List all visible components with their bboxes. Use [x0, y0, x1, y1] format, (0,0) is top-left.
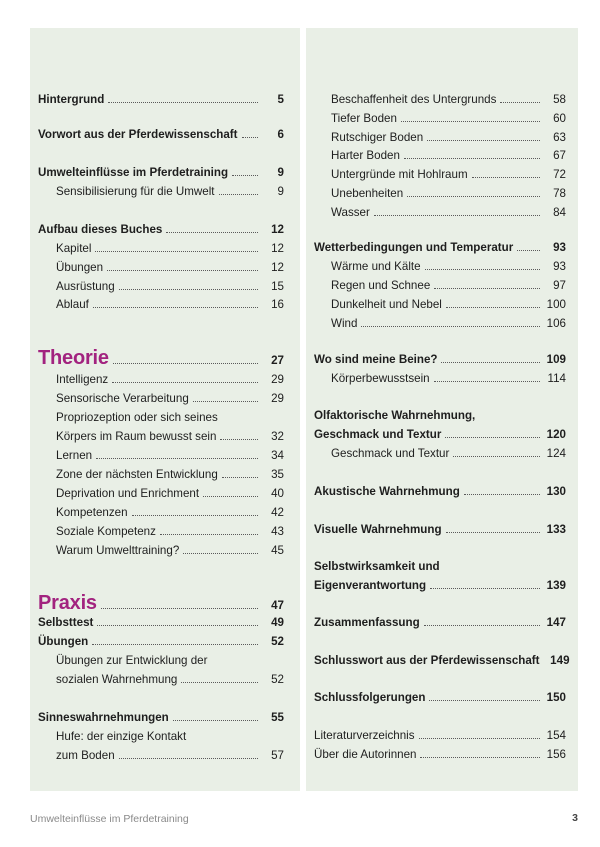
toc-page-number: 29 [271, 373, 284, 386]
toc-entry-line [38, 90, 284, 109]
toc-entry-title: Zone der nächsten Entwicklung [56, 468, 218, 481]
toc-leader-dots [183, 549, 258, 554]
toc-page-number: 147 [546, 616, 566, 629]
toc-entry-title: Sinneswahrnehmungen [38, 711, 169, 724]
toc-entry-title: Praxis [38, 592, 97, 614]
toc-entry-title: Soziale Kompetenz [56, 525, 156, 538]
toc-entry-title: Lernen [56, 449, 93, 462]
toc-entry-line [314, 425, 566, 444]
toc-entry-line [331, 165, 566, 184]
page-number: 3 [572, 812, 578, 824]
toc-entry-line [331, 146, 566, 165]
toc-entry[interactable] [331, 184, 566, 203]
toc-entry-line [314, 726, 566, 745]
toc-page-number: 9 [277, 185, 284, 198]
toc-leader-dots [446, 528, 540, 533]
toc-page-number: 60 [553, 112, 566, 125]
toc-section[interactable] [38, 591, 284, 615]
toc-entry-title: Deprivation und Enrichment [56, 487, 200, 500]
toc-page-number: 45 [271, 544, 284, 557]
toc-entry-line [331, 109, 566, 128]
toc-page-number: 12 [271, 223, 284, 236]
toc-entry-title: Theorie [38, 347, 109, 369]
toc-page-number: 55 [271, 711, 284, 724]
toc-page-number: 47 [271, 599, 284, 612]
toc-page-number: 12 [271, 242, 284, 255]
toc-entry-line [331, 276, 566, 295]
toc-page-number: 52 [271, 635, 284, 648]
toc-entry[interactable] [56, 727, 284, 765]
toc-page-number: 114 [547, 372, 566, 385]
toc-page-number: 43 [271, 525, 284, 538]
toc-entry[interactable] [56, 503, 284, 522]
toc-leader-dots [222, 473, 258, 478]
toc-entry-title: Unebenheiten [331, 187, 404, 200]
toc-entry-line [56, 258, 284, 277]
toc-leader-dots [419, 734, 540, 739]
toc-leader-dots [166, 228, 258, 233]
toc-page-number: 49 [271, 616, 284, 629]
toc-leader-dots [219, 190, 258, 195]
toc-leader-dots [112, 378, 258, 383]
toc-left-column [30, 28, 300, 791]
toc-page-number: 42 [271, 506, 284, 519]
toc-entry-title: Akustische Wahrnehmung [314, 485, 460, 498]
toc-entry-title: Wo sind meine Beine? [314, 353, 438, 366]
toc-page-number: 15 [271, 280, 284, 293]
toc-leader-dots [95, 247, 258, 252]
toc-entry-line [38, 632, 284, 651]
toc-entry[interactable] [331, 146, 566, 165]
toc-leader-dots [404, 154, 540, 159]
toc-leader-dots [92, 640, 258, 645]
toc-entry-line [314, 238, 566, 257]
toc-entry-line [331, 257, 566, 276]
toc-entry-line [331, 184, 566, 203]
toc-page-number: 120 [546, 428, 566, 441]
toc-leader-dots [203, 492, 258, 497]
toc-entry[interactable] [56, 370, 284, 389]
toc-page-number: 106 [546, 317, 566, 330]
toc-entry[interactable] [331, 128, 566, 147]
toc-entry-title: Schlusswort aus der Pferdewissenschaft [314, 654, 540, 667]
toc-entry[interactable] [331, 276, 566, 295]
toc-entry-title: Intelligenz [56, 373, 109, 386]
toc-entry-title: Schlussfolgerungen [314, 691, 426, 704]
toc-entry-line [314, 482, 566, 501]
toc-entry[interactable] [56, 408, 284, 446]
toc-leader-dots [445, 433, 540, 438]
toc-leader-dots [173, 716, 258, 721]
toc-entry[interactable] [56, 465, 284, 484]
toc-entry[interactable] [56, 182, 284, 201]
toc-page-number: 67 [553, 149, 566, 162]
toc-leader-dots [97, 621, 258, 626]
toc-entry-line [38, 163, 284, 182]
toc-page-number: 72 [553, 168, 566, 181]
toc-entry-title: zum Boden [56, 749, 115, 762]
toc-entry[interactable] [38, 163, 284, 182]
toc-entry-line [38, 708, 284, 727]
toc-entry-line [331, 444, 566, 463]
toc-leader-dots [108, 98, 258, 103]
toc-entry-line [56, 541, 284, 560]
toc-entry-title: Körperbewusstsein [331, 372, 430, 385]
toc-leader-dots [425, 265, 540, 270]
toc-leader-dots [132, 511, 258, 516]
toc-entry-line [56, 389, 284, 408]
toc-page-number: 16 [271, 298, 284, 311]
toc-entry[interactable] [314, 688, 566, 707]
toc-entry-title: Beschaffenheit des Untergrunds [331, 93, 497, 106]
toc-page-number: 130 [546, 485, 566, 498]
toc-page-number: 29 [271, 392, 284, 405]
toc-entry-line [38, 125, 284, 144]
toc-page-number: 109 [546, 353, 566, 366]
toc-page-number: 78 [553, 187, 566, 200]
toc-page-number: 5 [277, 93, 284, 106]
toc-entry-line [56, 522, 284, 541]
toc-page-number: 93 [553, 260, 566, 273]
toc-page-number: 12 [271, 261, 284, 274]
toc-leader-dots [181, 678, 258, 683]
toc-entry[interactable] [56, 541, 284, 560]
toc-leader-dots [427, 136, 540, 141]
toc-page-number: 156 [546, 748, 566, 761]
toc-leader-dots [453, 452, 540, 457]
toc-entry[interactable] [331, 109, 566, 128]
toc-page-number: 97 [553, 279, 566, 292]
toc-entry[interactable] [331, 444, 566, 463]
toc-entry[interactable] [56, 522, 284, 541]
toc-entry-line [314, 745, 566, 764]
toc-entry-line [56, 670, 284, 689]
toc-entry[interactable] [314, 613, 566, 632]
toc-entry-title: Eigenverantwortung [314, 579, 427, 592]
toc-leader-dots [220, 435, 258, 440]
toc-leader-dots [119, 754, 258, 759]
toc-entry-line [331, 314, 566, 333]
toc-leader-dots [361, 322, 540, 327]
toc-entry-title: Kompetenzen [56, 506, 128, 519]
toc-entry[interactable] [56, 651, 284, 689]
toc-leader-dots [434, 377, 540, 382]
toc-section-heading [38, 591, 284, 615]
toc-leader-dots [472, 173, 540, 178]
toc-entry-title: Regen und Schnee [331, 279, 431, 292]
toc-entry[interactable] [331, 314, 566, 333]
toc-entry[interactable] [56, 239, 284, 258]
toc-entry-title: Dunkelheit und Nebel [331, 298, 442, 311]
toc-entry-title: Vorwort aus der Pferdewissenschaft [38, 128, 238, 141]
toc-entry[interactable] [314, 350, 566, 369]
toc-leader-dots [420, 753, 540, 758]
toc-page-number: 52 [271, 673, 284, 686]
toc-entry-title: Ablauf [56, 298, 89, 311]
toc-entry-title: Zusammenfassung [314, 616, 420, 629]
toc-leader-dots [401, 117, 540, 122]
toc-page-number: 58 [553, 93, 566, 106]
toc-page-number: 32 [271, 430, 284, 443]
toc-entry[interactable] [56, 484, 284, 503]
toc-entry-title: Sensorische Verarbeitung [56, 392, 189, 405]
toc-section-heading [38, 346, 284, 370]
toc-leader-dots [441, 358, 540, 363]
toc-page-number: 63 [553, 131, 566, 144]
toc-entry-line [331, 203, 566, 222]
toc-entry-title: Sensibilisierung für die Umwelt [56, 185, 215, 198]
toc-entry[interactable] [38, 125, 284, 144]
toc-entry-line [56, 295, 284, 314]
toc-entry[interactable] [56, 446, 284, 465]
toc-entry-title: Hintergrund [38, 93, 105, 106]
toc-entry[interactable] [331, 165, 566, 184]
toc-leader-dots [96, 454, 258, 459]
toc-entry[interactable] [38, 613, 284, 632]
toc-entry-title: Aufbau dieses Buches [38, 223, 163, 236]
toc-entry-title: Hufe: der einzige Kontakt [56, 730, 187, 743]
toc-entry-line [314, 520, 566, 539]
toc-right-column [306, 28, 578, 791]
toc-entry-line [56, 465, 284, 484]
toc-page-number: 124 [546, 447, 566, 460]
toc-section[interactable] [38, 346, 284, 370]
toc-leader-dots [424, 621, 540, 626]
toc-entry[interactable] [314, 238, 566, 257]
toc-entry-title: Olfaktorische Wahrnehmung, [314, 409, 476, 422]
toc-leader-dots [113, 359, 258, 364]
toc-entry[interactable] [38, 632, 284, 651]
toc-entry[interactable] [314, 651, 570, 670]
toc-entry-title: Wärme und Kälte [331, 260, 421, 273]
toc-entry-title: Ausrüstung [56, 280, 115, 293]
toc-leader-dots [107, 266, 258, 271]
toc-entry-title: Tiefer Boden [331, 112, 397, 125]
toc-entry[interactable] [331, 257, 566, 276]
toc-entry-line [56, 239, 284, 258]
toc-entry-line [56, 277, 284, 296]
toc-page-number: 40 [271, 487, 284, 500]
toc-entry-title: Warum Umwelttraining? [56, 544, 180, 557]
toc-entry-title: Untergründe mit Hohlraum [331, 168, 468, 181]
footer-book-title: Umwelteinflüsse im Pferdetraining [30, 813, 189, 825]
toc-entry-title: Selbsttest [38, 616, 94, 629]
toc-entry-line [56, 503, 284, 522]
toc-entry-title: Übungen zur Entwicklung der [56, 654, 208, 667]
toc-entry-title: Übungen [38, 635, 89, 648]
toc-entry[interactable] [56, 389, 284, 408]
toc-entry-line [38, 220, 284, 239]
toc-entry-title: Körpers im Raum bewusst sein [56, 430, 217, 443]
toc-entry-title: Selbstwirksamkeit und [314, 560, 440, 573]
toc-leader-dots [232, 171, 258, 176]
toc-page-number: 9 [277, 166, 284, 179]
toc-leader-dots [407, 192, 540, 197]
toc-page-number: 154 [546, 729, 566, 742]
toc-page-number: 93 [553, 241, 566, 254]
toc-leader-dots [430, 584, 540, 589]
toc-entry-title: Visuelle Wahrnehmung [314, 523, 442, 536]
toc-entry-title: Übungen [56, 261, 104, 274]
toc-entry-line [331, 369, 566, 388]
toc-entry-title: Über die Autorinnen [314, 748, 417, 761]
toc-leader-dots [500, 98, 540, 103]
toc-page-number: 150 [546, 691, 566, 704]
toc-entry-title: Rutschiger Boden [331, 131, 424, 144]
toc-page-number: 100 [546, 298, 566, 311]
toc-page-number: 34 [271, 449, 284, 462]
toc-entry-line [331, 128, 566, 147]
toc-entry-line [38, 613, 284, 632]
toc-entry[interactable] [314, 406, 566, 444]
toc-entry-line [331, 90, 566, 109]
toc-leader-dots [517, 246, 540, 251]
toc-leader-dots [434, 284, 540, 289]
toc-entry[interactable] [56, 277, 284, 296]
toc-entry-title: Umwelteinflüsse im Pferdetraining [38, 166, 229, 179]
toc-entry[interactable] [314, 726, 566, 745]
toc-entry-title: Wetterbedingungen und Temperatur [314, 241, 514, 254]
toc-entry-title: Kapitel [56, 242, 92, 255]
toc-entry[interactable] [314, 482, 566, 501]
toc-leader-dots [193, 397, 258, 402]
toc-entry-line [56, 370, 284, 389]
toc-page-number: 27 [271, 354, 284, 367]
toc-page-number: 35 [271, 468, 284, 481]
toc-entry[interactable] [38, 220, 284, 239]
toc-leader-dots [93, 303, 258, 308]
toc-entry-title: Propriozeption oder sich seines [56, 411, 218, 424]
toc-entry-title: Literaturverzeichnis [314, 729, 415, 742]
toc-entry-line [56, 484, 284, 503]
toc-page-number: 149 [550, 654, 570, 667]
toc-entry-line [56, 182, 284, 201]
toc-entry-title: sozialen Wahrnehmung [56, 673, 178, 686]
toc-entry[interactable] [56, 258, 284, 277]
toc-entry-line [331, 295, 566, 314]
toc-entry[interactable] [314, 745, 566, 764]
toc-entry[interactable] [56, 295, 284, 314]
toc-entry[interactable] [38, 708, 284, 727]
toc-entry-line [56, 746, 284, 765]
toc-leader-dots [119, 285, 258, 290]
toc-page-number: 57 [271, 749, 284, 762]
toc-leader-dots [101, 604, 258, 609]
toc-entry-title: Harter Boden [331, 149, 400, 162]
toc-leader-dots [374, 211, 540, 216]
toc-entry[interactable] [314, 520, 566, 539]
toc-page-number: 133 [546, 523, 566, 536]
toc-entry-line [314, 576, 566, 595]
toc-entry[interactable] [331, 203, 566, 222]
toc-entry[interactable] [331, 369, 566, 388]
toc-entry-title: Geschmack und Textur [314, 428, 442, 441]
toc-entry[interactable] [314, 557, 566, 595]
toc-entry-line [314, 613, 566, 632]
toc-leader-dots [160, 530, 258, 535]
toc-entry-title: Geschmack und Textur [331, 447, 450, 460]
toc-page-number: 6 [277, 128, 284, 141]
toc-leader-dots [446, 303, 540, 308]
toc-entry[interactable] [38, 90, 284, 109]
toc-entry-line [56, 427, 284, 446]
toc-leader-dots [242, 133, 258, 138]
toc-leader-dots [464, 490, 540, 495]
toc-entry[interactable] [331, 90, 566, 109]
toc-entry-title: Wind [331, 317, 358, 330]
toc-entry-line [314, 651, 570, 670]
toc-entry-line [56, 446, 284, 465]
toc-leader-dots [429, 696, 540, 701]
toc-entry-line [314, 688, 566, 707]
toc-entry-line [314, 350, 566, 369]
toc-entry[interactable] [331, 295, 566, 314]
toc-page-number: 84 [553, 206, 566, 219]
toc-entry-title: Wasser [331, 206, 370, 219]
toc-page-number: 139 [546, 579, 566, 592]
